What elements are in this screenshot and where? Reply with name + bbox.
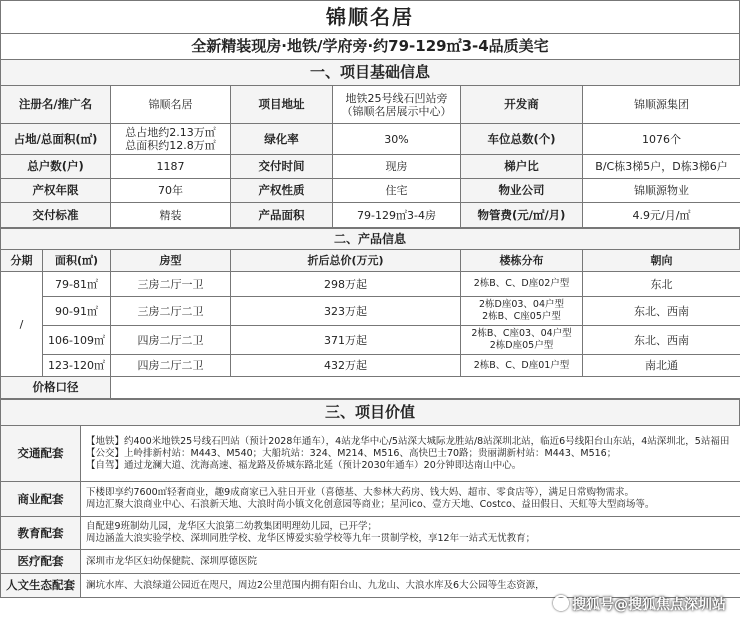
orientation-cell: 南北通 [583, 355, 740, 377]
value-culture: 澜坑水库、大浪绿道公园近在咫尺，周边2公里范围内拥有阳台山、九龙山、大浪水库及6大公园等生态资源， [81, 574, 740, 598]
header-area: 面积(㎡) [43, 250, 111, 272]
type-cell: 四房二厅二卫 [111, 326, 231, 355]
sohu-logo-icon [553, 595, 569, 611]
distribution-line: 2栋B、C座03、04户型 [471, 328, 572, 339]
orientation-cell: 东北、西南 [583, 297, 740, 326]
section-basic-heading: 一、项目基础信息 [0, 59, 740, 85]
value-green-rate: 30% [333, 124, 461, 155]
value-traffic [81, 426, 740, 482]
label-culture: 人文生态配套 [1, 574, 81, 598]
address-line-2: （锦顺名居展示中心） [341, 104, 452, 118]
type-cell: 三房二厅一卫 [111, 272, 231, 297]
product-row [1, 355, 740, 377]
distribution-line: 2栋B、C、D座02户型 [473, 278, 570, 289]
header-orientation: 朝向 [583, 250, 740, 272]
traffic-metro: 【地铁】约400米地铁25号线石凹站（预计2028年通车），4站龙华中心/5站深大城际龙胜站/8站深圳北站，临近6号线阳台山东站，4站深圳北，5站福田 [86, 435, 730, 447]
type-cell: 四房二厅二卫 [111, 355, 231, 377]
page-subtitle: 全新精装现房·地铁/学府旁·约79-129㎡3-4品质美宅 [0, 33, 740, 59]
value-land-area [111, 124, 231, 155]
traffic-drive: 【自驾】通过龙澜大道、沈海高速、福龙路及侨城东路北延（预计2030年通车）20分钟即达南山中心。 [86, 459, 522, 471]
value-parking: 1076个 [583, 124, 740, 155]
watermark-text: 搜狐号@搜狐焦点深圳站 [572, 597, 726, 613]
label-land-area: 占地/总面积(㎡) [1, 124, 111, 155]
total-area-line: 总面积约12.8万㎡ [125, 139, 216, 152]
price-basis-row [1, 377, 740, 399]
basic-row [1, 179, 740, 203]
value-property-nature: 住宅 [333, 179, 461, 203]
product-row [1, 297, 740, 326]
traffic-bus: 【公交】上岭排新村站：M443、M540；大船坑站：324、M214、M516、高快巴士70路；贵丽湖新村站：M443、M516； [86, 447, 617, 459]
project-value-table [0, 425, 740, 598]
basic-row [1, 86, 740, 124]
product-header-row [1, 250, 740, 272]
label-parking: 车位总数(个) [461, 124, 583, 155]
area-cell: 106-109㎡ [43, 326, 111, 355]
value-row [1, 517, 740, 550]
label-education: 教育配套 [1, 517, 81, 550]
label-property-company: 物业公司 [461, 179, 583, 203]
value-row [1, 482, 740, 517]
education-line: 自配建9班制幼儿园，龙华区大浪第二幼教集团明理幼儿园，已开学； [86, 521, 378, 532]
label-management-fee: 物管费(元/㎡/月) [461, 203, 583, 228]
education-line: 周边涵盖大浪实验学校、深圳同胜学校、龙华区博爱实验学校等九年一贯制学校，享12年一站式无忧教育； [86, 533, 536, 544]
value-commerce [81, 482, 740, 517]
value-households: 1187 [111, 155, 231, 179]
orientation-cell: 东北、西南 [583, 326, 740, 355]
value-delivery-time: 现房 [333, 155, 461, 179]
basic-row [1, 203, 740, 228]
value-education [81, 517, 740, 550]
distribution-cell [461, 326, 583, 355]
distribution-cell [461, 272, 583, 297]
watermark [553, 594, 726, 614]
value-name: 锦顺名居 [111, 86, 231, 124]
basic-row [1, 124, 740, 155]
area-cell: 79-81㎡ [43, 272, 111, 297]
value-developer: 锦顺源集团 [583, 86, 740, 124]
value-medical: 深圳市龙华区妇幼保健院、深圳厚德医院 [81, 550, 740, 574]
value-elevator-ratio: B/C栋3梯5户，D栋3梯6户 [583, 155, 740, 179]
label-property-term: 产权年限 [1, 179, 111, 203]
product-row [1, 326, 740, 355]
label-traffic: 交通配套 [1, 426, 81, 482]
price-cell: 371万起 [231, 326, 461, 355]
label-property-nature: 产权性质 [231, 179, 333, 203]
price-cell: 298万起 [231, 272, 461, 297]
product-info-table [0, 249, 740, 399]
label-delivery-standard: 交付标准 [1, 203, 111, 228]
header-phase: 分期 [1, 250, 43, 272]
label-households: 总户数(户) [1, 155, 111, 179]
distribution-line: 2栋B、C座05户型 [482, 311, 561, 322]
basic-row [1, 155, 740, 179]
value-property-company: 锦顺源物业 [583, 179, 740, 203]
label-address: 项目地址 [231, 86, 333, 124]
area-cell: 123-120㎡ [43, 355, 111, 377]
price-cell: 432万起 [231, 355, 461, 377]
label-developer: 开发商 [461, 86, 583, 124]
section-product-heading: 二、产品信息 [0, 228, 740, 249]
header-price: 折后总价(万元) [231, 250, 461, 272]
value-row [1, 426, 740, 482]
commerce-line: 周边汇聚大浪商业中心、石浪新天地、大浪时尚小镇文化创意园等商业；星河ico、壹方天地、Costco、益田假日、天虹等大型商场等。 [86, 499, 655, 510]
header-distribution: 楼栋分布 [461, 250, 583, 272]
commerce-line: 下楼即享约7600㎡轻奢商业，趣9成商家已入驻日开业（喜德基、大参林大药房、钱大妈、超市、零食店等），满足日常购物需求。 [86, 487, 634, 498]
label-commerce: 商业配套 [1, 482, 81, 517]
label-product-area: 产品面积 [231, 203, 333, 228]
land-area-line: 总占地约2.13万㎡ [125, 126, 216, 139]
distribution-cell [461, 355, 583, 377]
label-delivery-time: 交付时间 [231, 155, 333, 179]
label-elevator-ratio: 梯户比 [461, 155, 583, 179]
distribution-line: 2栋D座03、04户型 [478, 299, 565, 310]
label-medical: 医疗配套 [1, 550, 81, 574]
label-green-rate: 绿化率 [231, 124, 333, 155]
price-cell: 323万起 [231, 297, 461, 326]
value-property-term: 70年 [111, 179, 231, 203]
product-row [1, 272, 740, 297]
basic-info-table [0, 85, 740, 228]
header-type: 房型 [111, 250, 231, 272]
label-name: 注册名/推广名 [1, 86, 111, 124]
page-title: 锦顺名居 [0, 0, 740, 33]
orientation-cell: 东北 [583, 272, 740, 297]
type-cell: 三房二厅二卫 [111, 297, 231, 326]
value-delivery-standard: 精装 [111, 203, 231, 228]
address-line-1: 地铁25号线石凹站旁 [345, 91, 448, 105]
value-product-area: 79-129㎡3-4房 [333, 203, 461, 228]
value-price-basis [111, 377, 740, 399]
value-management-fee: 4.9元/月/㎡ [583, 203, 740, 228]
distribution-cell [461, 297, 583, 326]
distribution-line: 2栋D座05户型 [489, 340, 554, 351]
label-price-basis: 价格口径 [1, 377, 111, 399]
value-address [333, 86, 461, 124]
distribution-line: 2栋B、C、D座01户型 [473, 359, 570, 371]
phase-cell: / [1, 272, 43, 377]
section-value-heading: 三、项目价值 [0, 399, 740, 425]
area-cell: 90-91㎡ [43, 297, 111, 326]
value-row [1, 550, 740, 574]
